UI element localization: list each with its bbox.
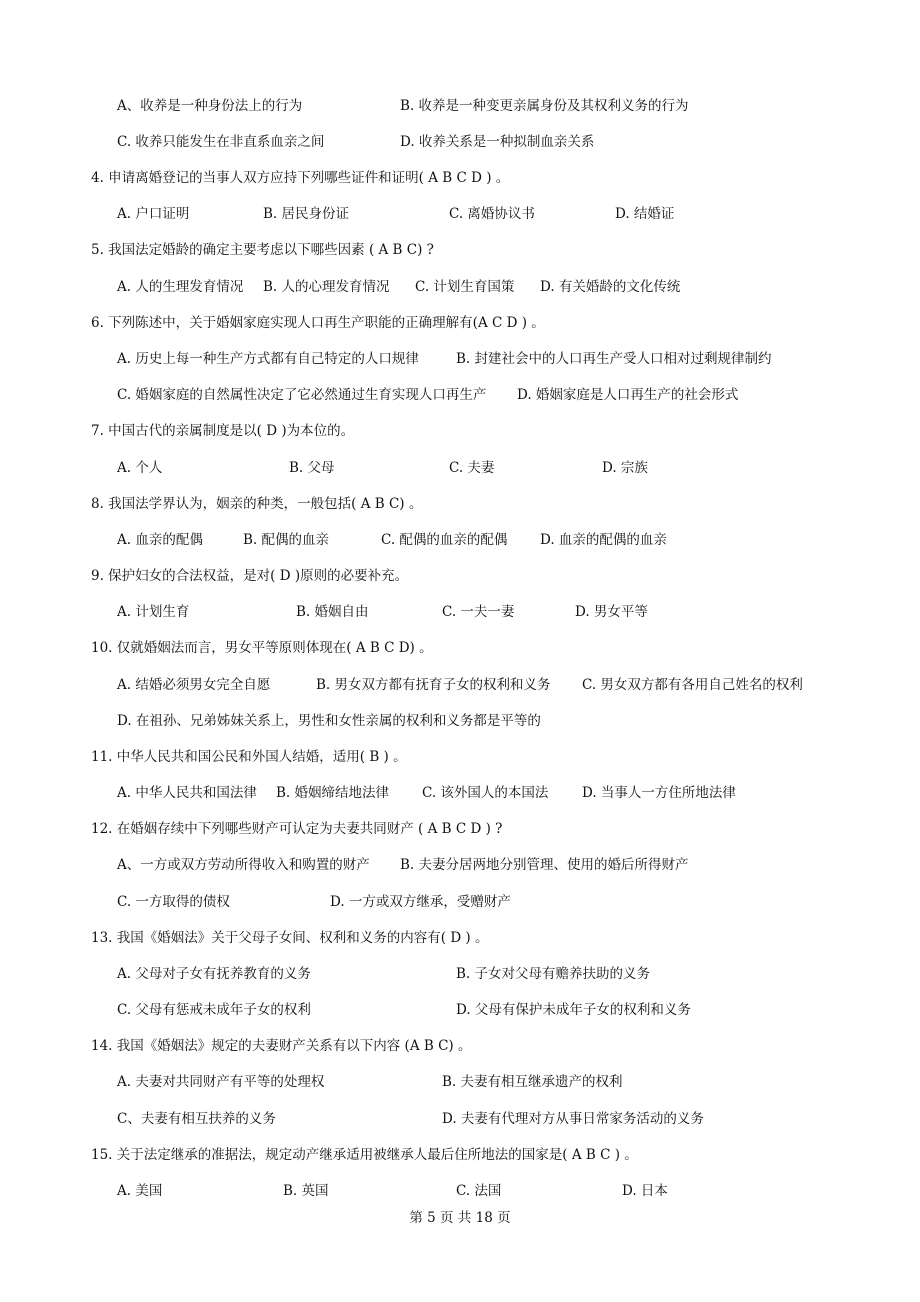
option-11d: D. 当事人一方住所地法律 <box>582 785 736 801</box>
option-12c: C. 一方取得的债权 <box>117 894 230 910</box>
option-8a: A. 血亲的配偶 <box>117 532 203 548</box>
option-4a: A. 户口证明 <box>117 206 190 222</box>
option-6a: A. 历史上每一种生产方式都有自己特定的人口规律 <box>117 351 419 367</box>
question-7: 7. 中国古代的亲属制度是以( D )为本位的。 <box>91 423 355 439</box>
option-3d: D. 收养关系是一种拟制血亲关系 <box>400 134 595 150</box>
question-9: 9. 保护妇女的合法权益，是对( D )原则的必要补充。 <box>91 568 409 584</box>
option-15b: B. 英国 <box>283 1183 329 1199</box>
question-13: 13. 我国《婚姻法》关于父母子女间、权利和义务的内容有( D ) 。 <box>91 930 489 946</box>
question-11: 11. 中华人民共和国公民和外国人结婚，适用( B ) 。 <box>91 749 407 765</box>
option-15c: C. 法国 <box>456 1183 502 1199</box>
question-15: 15. 关于法定继承的准据法，规定动产继承适用被继承人最后住所地法的国家是( A B C ) 。 <box>91 1147 638 1163</box>
option-11a: A. 中华人民共和国法律 <box>117 785 257 801</box>
option-5a: A. 人的生理发育情况 <box>117 279 244 295</box>
option-9d: D. 男女平等 <box>575 604 648 620</box>
option-7d: D. 宗族 <box>602 460 648 476</box>
option-14b: B. 夫妻有相互继承遗产的权利 <box>442 1074 623 1090</box>
option-15d: D. 日本 <box>622 1183 668 1199</box>
option-9a: A. 计划生育 <box>117 604 190 620</box>
page-number-footer: 第 5 页 共 18 页 <box>409 1210 511 1226</box>
option-5b: B. 人的心理发育情况 <box>263 279 390 295</box>
option-6c: C. 婚姻家庭的自然属性决定了它必然通过生育实现人口再生产 <box>117 387 487 403</box>
option-3c: C. 收养只能发生在非直系血亲之间 <box>117 134 325 150</box>
option-13b: B. 子女对父母有赡养扶助的义务 <box>456 966 651 982</box>
option-3b: B. 收养是一种变更亲属身份及其权利义务的行为 <box>400 98 689 114</box>
option-13d: D. 父母有保护未成年子女的权利和义务 <box>456 1002 691 1018</box>
option-5d: D. 有关婚龄的文化传统 <box>540 279 681 295</box>
option-8c: C. 配偶的血亲的配偶 <box>381 532 508 548</box>
option-8b: B. 配偶的血亲 <box>243 532 330 548</box>
option-12d: D. 一方或双方继承，受赠财产 <box>330 894 511 910</box>
question-5: 5. 我国法定婚龄的确定主要考虑以下哪些因素 ( A B C) ? <box>91 242 434 258</box>
option-7c: C. 夫妻 <box>449 460 495 476</box>
option-6b: B. 封建社会中的人口再生产受人口相对过剩规律制约 <box>456 351 772 367</box>
question-4: 4. 申请离婚登记的当事人双方应持下列哪些证件和证明( A B C D ) 。 <box>91 170 510 186</box>
option-6d: D. 婚姻家庭是人口再生产的社会形式 <box>517 387 739 403</box>
option-8d: D. 血亲的配偶的血亲 <box>540 532 667 548</box>
question-10: 10. 仅就婚姻法而言，男女平等原则体现在( A B C D) 。 <box>91 640 433 656</box>
option-9c: C. 一夫一妻 <box>442 604 515 620</box>
option-4b: B. 居民身份证 <box>263 206 350 222</box>
option-7a: A. 个人 <box>117 460 163 476</box>
option-4c: C. 离婚协议书 <box>449 206 535 222</box>
option-14a: A. 夫妻对共同财产有平等的处理权 <box>117 1074 325 1090</box>
option-9b: B. 婚姻自由 <box>296 604 369 620</box>
question-14: 14. 我国《婚姻法》规定的夫妻财产关系有以下内容 (A B C) 。 <box>91 1038 472 1054</box>
option-10c: C. 男女双方都有各用自己姓名的权利 <box>582 677 803 693</box>
option-4d: D. 结婚证 <box>615 206 675 222</box>
option-14d: D. 夫妻有代理对方从事日常家务活动的义务 <box>442 1111 704 1127</box>
option-11b: B. 婚姻缔结地法律 <box>276 785 390 801</box>
option-15a: A. 美国 <box>117 1183 163 1199</box>
option-12b: B. 夫妻分居两地分别管理、使用的婚后所得财产 <box>400 857 689 873</box>
question-8: 8. 我国法学界认为，姻亲的种类，一般包括( A B C) 。 <box>91 496 423 512</box>
question-6: 6. 下列陈述中，关于婚姻家庭实现人口再生产职能的正确理解有(A C D ) 。 <box>91 315 545 331</box>
option-13a: A. 父母对子女有抚养教育的义务 <box>117 966 311 982</box>
option-5c: C. 计划生育国策 <box>415 279 515 295</box>
option-7b: B. 父母 <box>289 460 335 476</box>
option-14c: C、夫妻有相互扶养的义务 <box>117 1111 276 1127</box>
option-11c: C. 该外国人的本国法 <box>422 785 549 801</box>
option-10a: A. 结婚必须男女完全自愿 <box>117 677 271 693</box>
option-10d: D. 在祖孙、兄弟姊妹关系上，男性和女性亲属的权利和义务都是平等的 <box>117 713 541 729</box>
option-12a: A、一方或双方劳动所得收入和购置的财产 <box>117 857 370 873</box>
option-3a: A、收养是一种身份法上的行为 <box>117 98 303 114</box>
option-10b: B. 男女双方都有抚育子女的权利和义务 <box>316 677 551 693</box>
question-12: 12. 在婚姻存续中下列哪些财产可认定为夫妻共同财产 ( A B C D ) ? <box>91 821 503 837</box>
option-13c: C. 父母有惩戒未成年子女的权利 <box>117 1002 311 1018</box>
